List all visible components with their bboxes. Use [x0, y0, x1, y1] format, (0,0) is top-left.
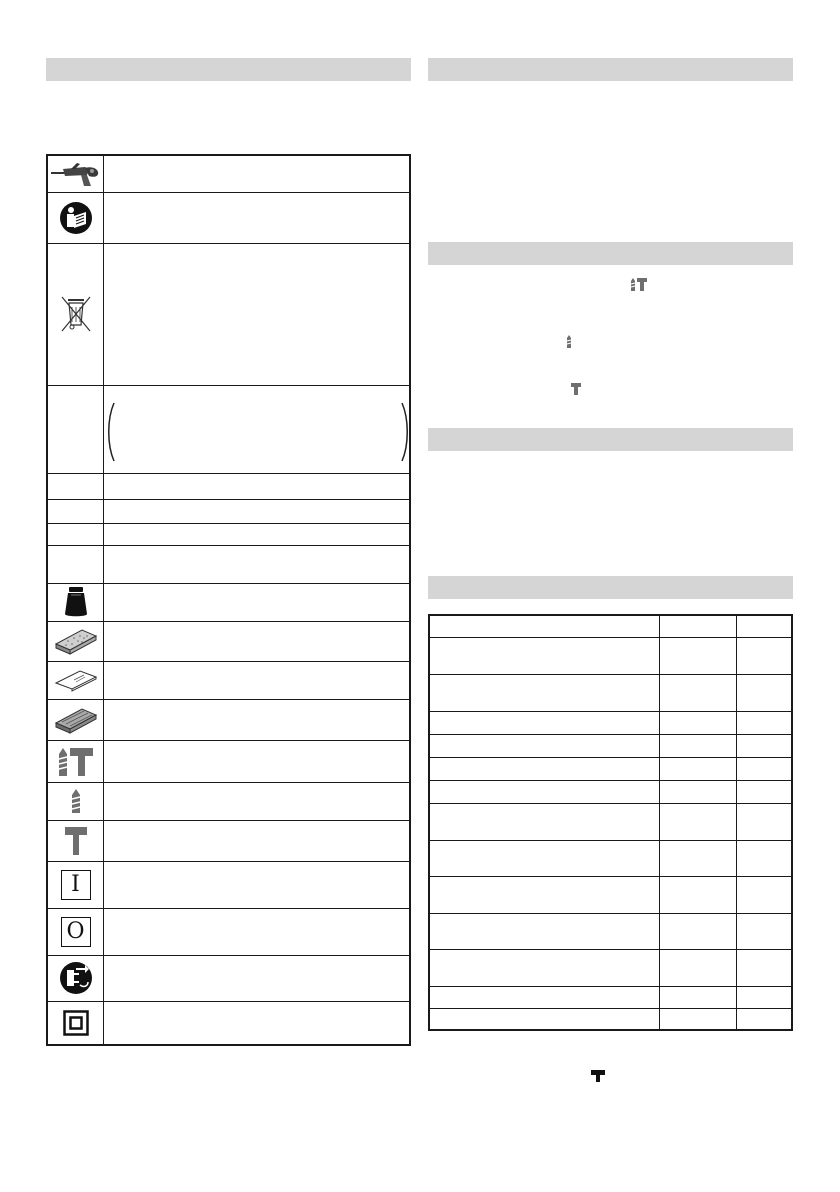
hammering-only-icon	[591, 1069, 605, 1083]
symbol-description	[104, 1001, 409, 1044]
symbol-description	[104, 473, 409, 499]
table-header-row	[430, 616, 791, 638]
symbol-row	[48, 385, 409, 474]
switch-on-glyph: I	[61, 870, 91, 900]
brick-icon	[48, 621, 103, 661]
symbol-row	[48, 908, 409, 956]
symbol-description	[104, 782, 409, 820]
table-row	[430, 711, 791, 735]
hammer-drill-icon	[48, 156, 103, 192]
symbol-row	[48, 499, 409, 524]
paper-sheet-icon	[48, 661, 103, 699]
symbol-row	[48, 192, 409, 244]
specifications-table	[428, 614, 793, 1031]
symbol-description	[104, 820, 409, 861]
rotation-with-hammering-icon	[630, 276, 648, 292]
table-row	[430, 986, 791, 1009]
symbol-row	[48, 243, 409, 386]
blank-symbol-cell	[48, 385, 103, 473]
symbol-row	[48, 523, 409, 546]
symbol-row	[48, 1001, 409, 1044]
hammering-only-icon	[48, 820, 103, 861]
table-row	[430, 637, 791, 675]
blank-symbol-cell	[48, 499, 103, 523]
symbol-description	[104, 583, 409, 621]
symbol-description	[104, 908, 409, 955]
rotation-only-icon	[48, 782, 103, 820]
crossed-out-wheelie-bin-icon	[48, 243, 103, 385]
symbol-description	[104, 621, 409, 661]
table-row	[430, 913, 791, 950]
switch-off-glyph: O	[61, 917, 91, 947]
symbol-description	[104, 385, 409, 473]
read-manual-icon	[48, 192, 103, 243]
symbol-description	[104, 861, 409, 908]
symbol-table	[46, 154, 411, 1046]
table-row	[430, 1008, 791, 1029]
symbol-description	[104, 192, 409, 243]
symbol-row	[48, 621, 409, 662]
symbol-row	[48, 583, 409, 622]
unplug-before-service-icon	[48, 955, 103, 1001]
symbol-description	[104, 156, 409, 192]
symbol-row	[48, 473, 409, 500]
symbol-description	[104, 740, 409, 782]
section-header-bar	[428, 242, 793, 265]
symbol-row	[48, 545, 409, 584]
symbol-row	[48, 820, 409, 862]
switch-on-icon	[48, 861, 103, 908]
bracket-group	[104, 385, 413, 473]
table-row	[430, 840, 791, 877]
table-row	[430, 876, 791, 914]
rotation-only-icon	[566, 334, 572, 349]
rotation-with-hammering-icon	[48, 740, 103, 782]
table-row	[430, 757, 791, 781]
section-header-bar	[46, 58, 411, 81]
blank-symbol-cell	[48, 473, 103, 499]
table-row	[430, 780, 791, 804]
section-header-bar	[428, 58, 793, 81]
blank-symbol-cell	[48, 545, 103, 583]
switch-off-icon	[48, 908, 103, 955]
class-ii-double-insulation-icon	[48, 1001, 103, 1044]
table-row	[430, 734, 791, 758]
section-header-bar	[428, 576, 793, 599]
symbol-description	[104, 523, 409, 545]
symbol-description	[104, 545, 409, 583]
symbol-description	[104, 955, 409, 1001]
table-row	[430, 803, 791, 841]
hammering-only-icon	[571, 382, 581, 396]
table-row	[430, 674, 791, 712]
blank-symbol-cell	[48, 523, 103, 545]
symbol-row	[48, 156, 409, 193]
section-header-bar	[428, 428, 793, 451]
symbol-row	[48, 661, 409, 700]
table-row	[430, 949, 791, 987]
wood-block-icon	[48, 699, 103, 740]
symbol-description	[104, 499, 409, 523]
symbol-description	[104, 661, 409, 699]
symbol-row	[48, 699, 409, 741]
symbol-row	[48, 782, 409, 821]
symbol-row	[48, 861, 409, 909]
symbol-description	[104, 699, 409, 740]
symbol-row	[48, 955, 409, 1002]
symbol-description	[104, 243, 409, 385]
symbol-row	[48, 740, 409, 783]
concrete-block-icon	[48, 583, 103, 621]
